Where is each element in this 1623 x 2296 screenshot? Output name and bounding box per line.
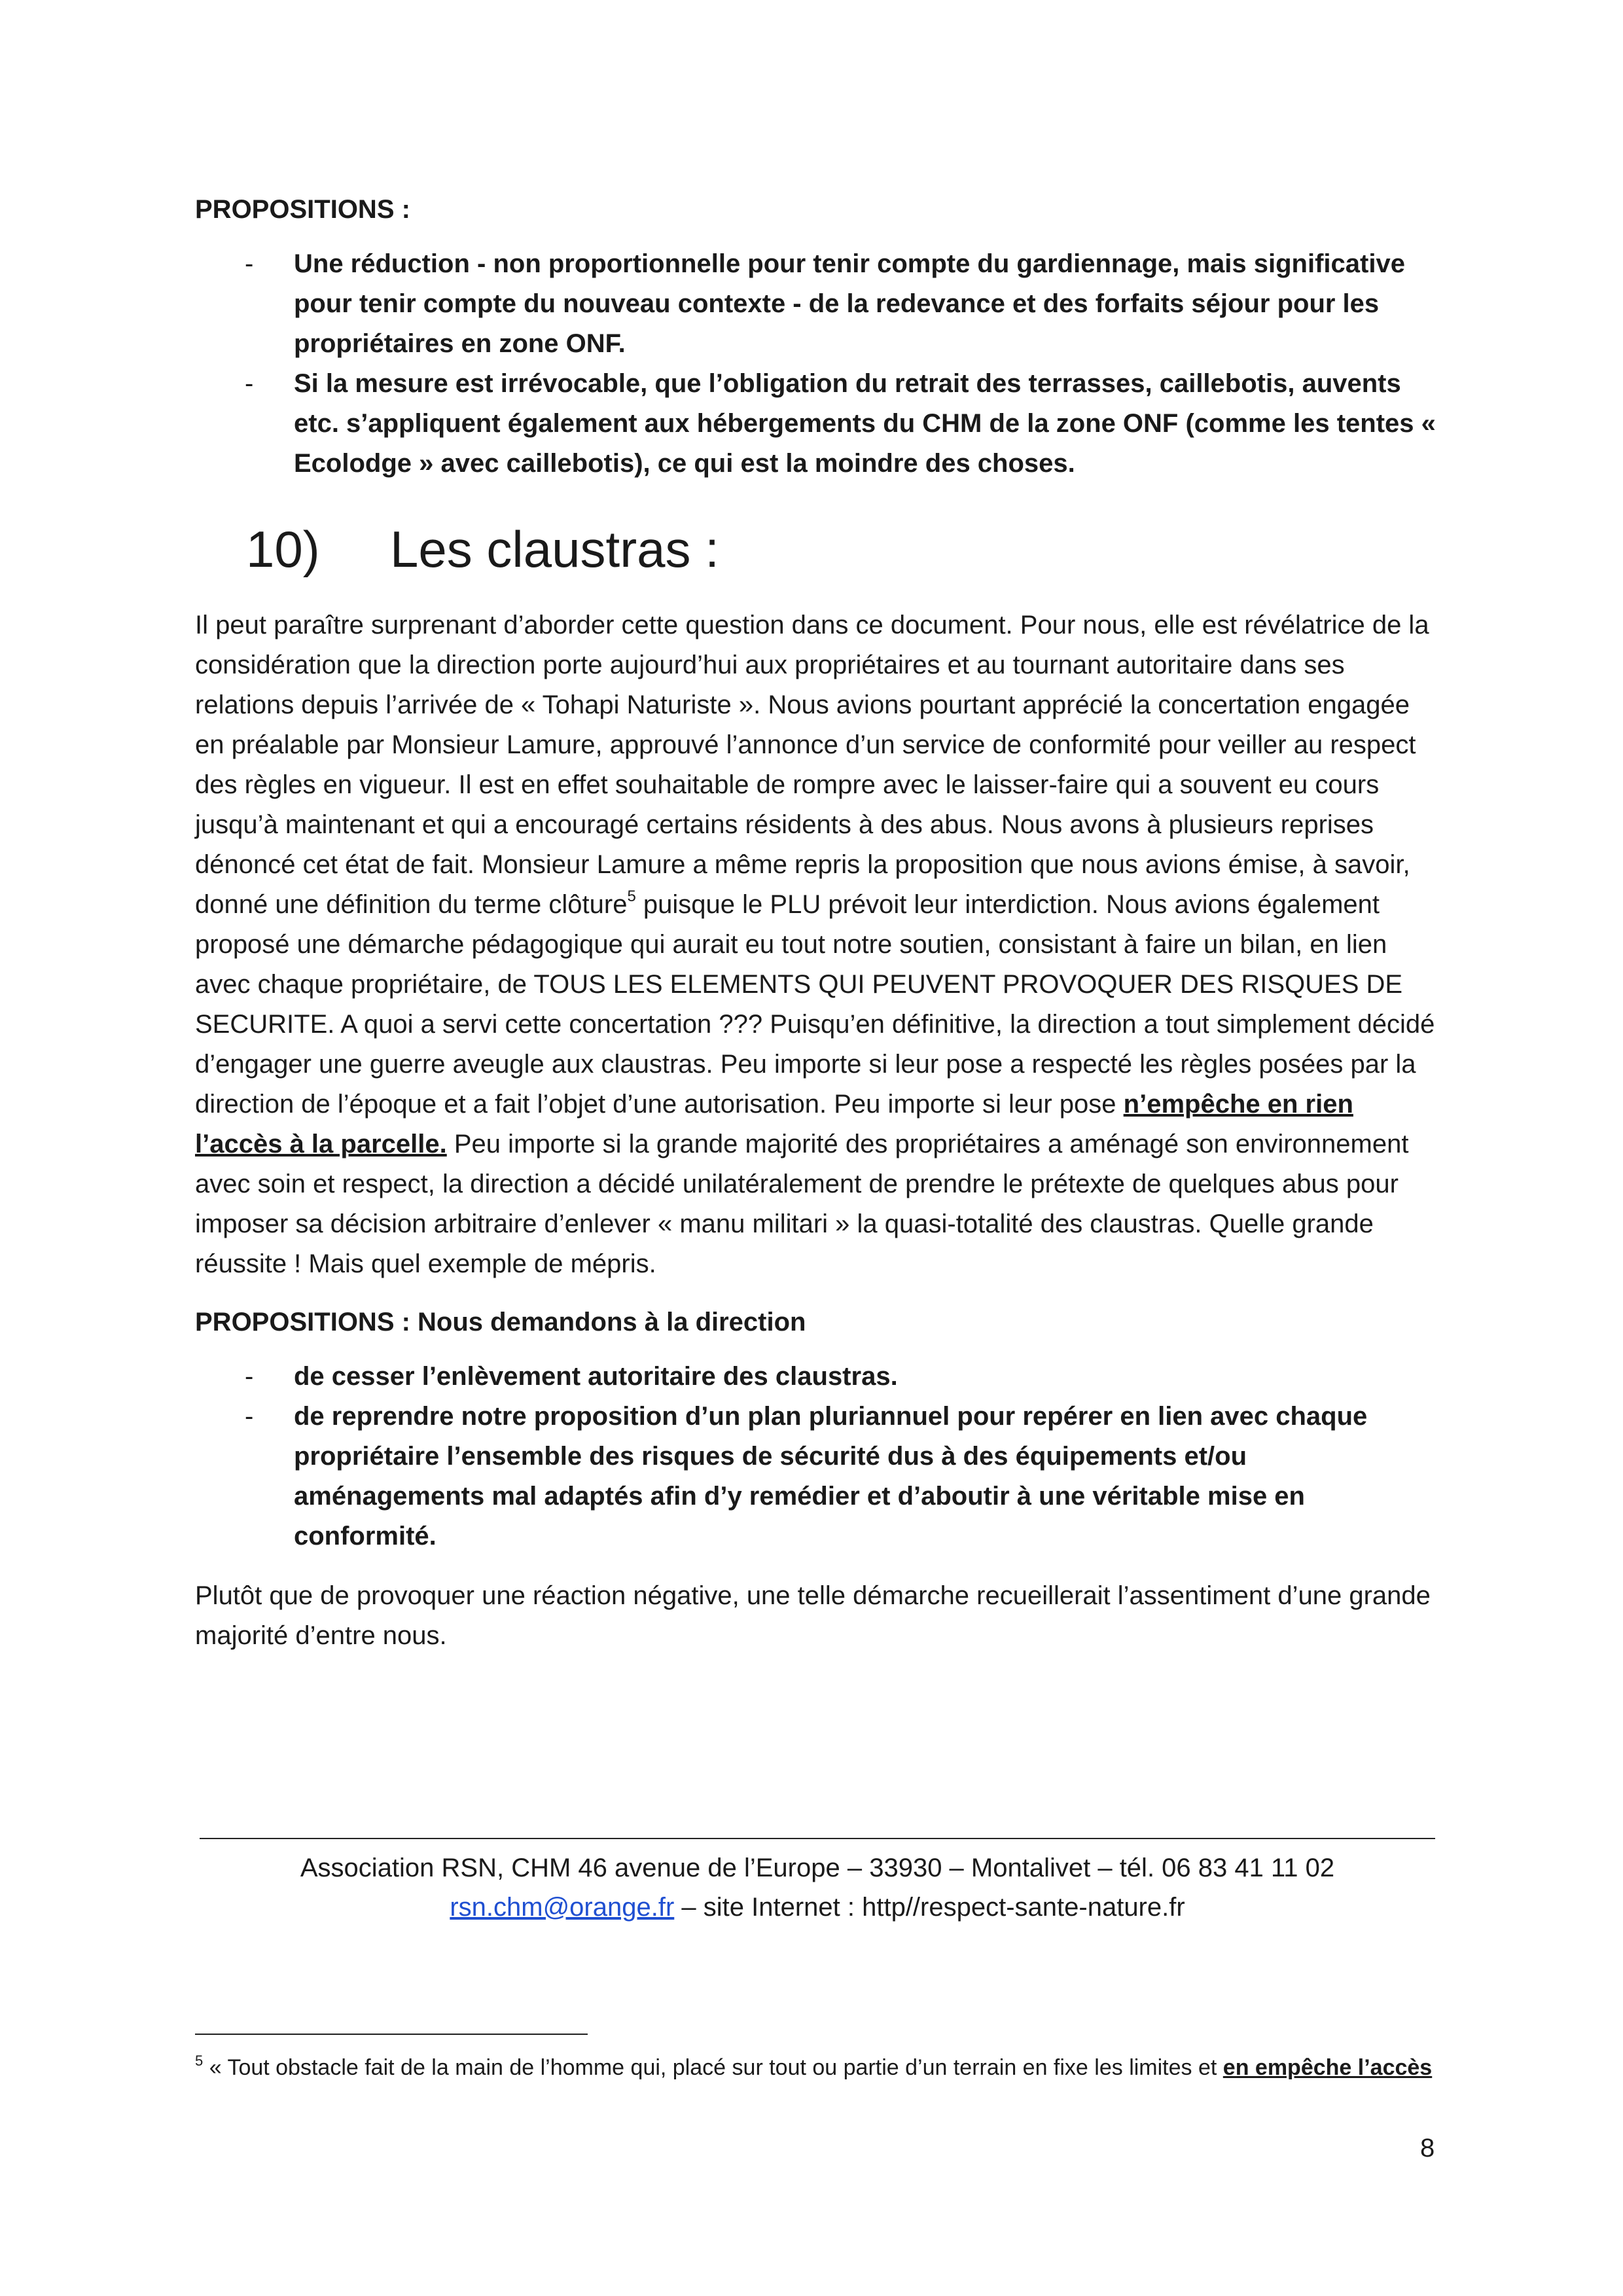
list-item [195,364,1438,484]
page-content [195,190,1438,1656]
list-item [195,244,1438,364]
dash-bullet: - [245,249,254,278]
propositions-list-2 [195,1357,1438,1556]
footnote-number: 5 [195,2053,204,2069]
section-title: Les claustras : [390,520,719,578]
list-item [195,1357,1438,1397]
propositions-heading-2: PROPOSITIONS : Nous demandons à la direction [195,1308,806,1336]
body-text-part2: puisque le PLU prévoit leur interdiction. Nous avions également proposé une démarche pédagogique qui aurait eu tout notre soutien, consistant à faire un bilan, en lien avec chaque propriétaire, de TOUS LES ELEMENTS QUI PEUVENT PROVOQUER DES RISQUES DE SECURITE. A quoi a servi cette concertation ??? Puisqu’en définitive, la direction a tout simplement décidé d’engager une guerre aveugle aux claustras. Peu importe si leur pose a respecté les règles posées par la direction de l’époque et a fait l’objet d’une autorisation. Peu importe si leur pose [195,890,1435,1119]
body-paragraph [195,605,1438,1284]
footnote-emphasis: en empêche l’accès [1222,2055,1433,2080]
footnote-reference[interactable]: 5 [627,888,636,905]
page-number: 8 [1420,2134,1435,2162]
footer-site: – site Internet : http//respect-sante-nature.fr [674,1893,1185,1922]
body-text-part3: Peu importe si la grande majorité des propriétaires a aménagé son environnement avec soin et respect, la direction a décidé unilatéralement de prendre le prétexte de quelques abus pour imposer sa décision arbitraire d’enlever « manu militari » la quasi-totalité des claustras. Quelle grande réussite ! Mais quel exemple de mépris. [195,1130,1409,1278]
list-item-text: Une réduction - non proportionnelle pour tenir compte du gardiennage, mais significative pour tenir compte du nouveau contexte - de la redevance et des forfaits séjour pour les propriétaires en zone ONF. [294,249,1405,358]
dash-bullet: - [245,369,254,398]
footer-contact [195,1888,1440,1927]
list-item-text: Si la mesure est irrévocable, que l’obligation du retrait des terrasses, caillebotis, auvents etc. s’appliquent également aux hébergements du CHM de la zone ONF (comme les tentes « Ecolodge » avec caillebotis), ce qui est la moindre des choses. [294,369,1436,478]
footer [195,1848,1440,1927]
dash-bullet: - [245,1362,254,1391]
body-emphasis: n’empêche en rien l’accès à la parcelle. [195,1090,1353,1158]
footer-address: Association RSN, CHM 46 avenue de l’Europe – 33930 – Montalivet – tél. 06 83 41 11 02 [300,1854,1335,1882]
body-text-part1: Il peut paraître surprenant d’aborder cette question dans ce document. Pour nous, elle est révélatrice de la considération que la direction porte aujourd’hui aux propriétaires et au tournant autoritaire dans ses relations depuis l’arrivée de « Tohapi Naturiste ». Nous avions pourtant apprécié la concertation engagée en préalable par Monsieur Lamure, approuvé l’annonce d’un service de conformité pour veiller au respect des règles en vigueur. Il est en effet souhaitable de rompre avec le laisser-faire qui a souvent eu cours jusqu’à maintenant et qui a encouragé certains résidents à des abus. Nous avons à plusieurs reprises dénoncé cet état de fait. Monsieur Lamure a même repris la proposition que nous avions émise, à savoir, donné une définition du terme clôture [195,611,1429,919]
footnote [195,2051,1438,2084]
dash-bullet: - [245,1402,254,1431]
propositions-list [195,244,1438,484]
list-item-text: de cesser l’enlèvement autoritaire des claustras. [294,1362,898,1391]
list-item-text: de reprendre notre proposition d’un plan pluriannuel pour repérer en lien avec chaque propriétaire l’ensemble des risques de sécurité dus à des équipements et/ou aménagements mal adaptés afin d’y remédier et d’aboutir à une véritable mise en conformité. [294,1402,1368,1551]
section-heading [246,516,1438,582]
closing-paragraph: Plutôt que de provoquer une réaction négative, une telle démarche recueillerait l’assentiment d’une grande majorité d’entre nous. [195,1581,1431,1650]
section-number: 10) [246,520,320,578]
email-link[interactable]: rsn.chm@orange.fr [450,1893,675,1922]
footer-divider [200,1838,1435,1839]
list-item [195,1397,1438,1556]
footnote-divider [195,2034,588,2035]
footnote-text: « Tout obstacle fait de la main de l’homme qui, placé sur tout ou partie d’un terrain en fixe les limites et [203,2055,1223,2080]
propositions-heading: PROPOSITIONS : [195,195,410,224]
